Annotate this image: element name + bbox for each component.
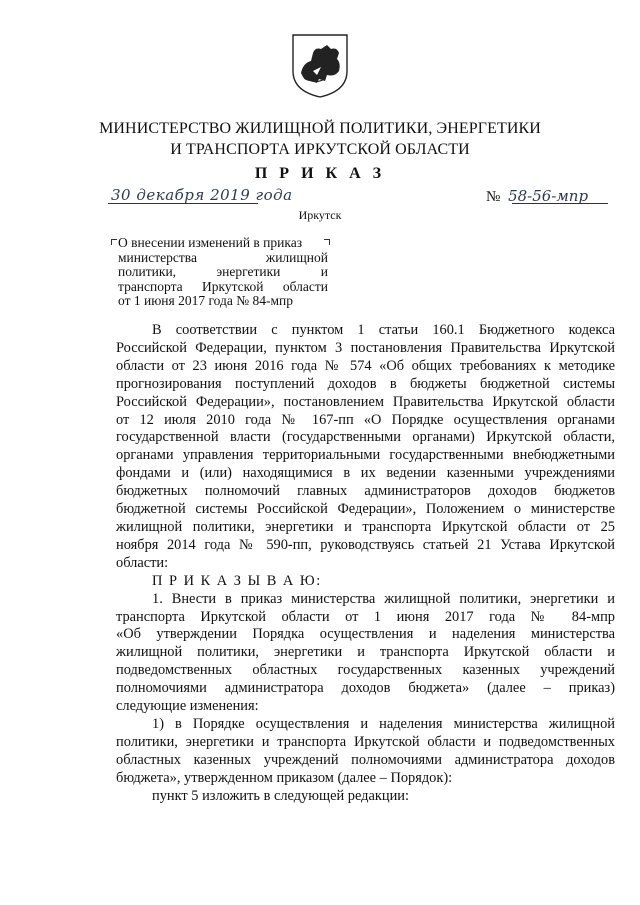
body-line: прогнозирования поступлений доходов в бюджеты бюджетной системы (116, 375, 615, 392)
body-line: жилищной политики, энергетики и транспорта Иркутской области и (116, 644, 615, 661)
body-line: следующие изменения: (116, 698, 259, 715)
body-line: государственной власти (государственными органами) Иркутской области, (116, 429, 615, 446)
subject-bracket-left (111, 239, 117, 245)
body-line: от 12 июля 2010 года № 167-пп «О Порядке осуществления органами (116, 411, 615, 428)
body-line: области: (116, 554, 169, 571)
body-line: ноября 2014 года № 590-пп, руководствуясь статьей 21 Устава Иркутской (116, 536, 615, 553)
prikazyvayu-heading: П Р И К А З Ы В А Ю: (152, 572, 322, 589)
body-line: транспорта Иркутской области от 1 июня 2017 года № 84-мпр (116, 608, 615, 625)
body-line: областных казенных учреждений полномочиями администратора доходов (116, 751, 615, 768)
handwritten-number: 58-56-мпр (508, 187, 589, 205)
document-type-title: П Р И К А З (254, 165, 386, 182)
body-line: Российской Федерации, пунктом 3 постановления Правительства Иркутской (116, 339, 615, 356)
body-line: В соответствии с пунктом 1 статьи 160.1 Бюджетного кодекса (152, 322, 615, 338)
document-body (116, 322, 615, 805)
body-line: фондами и (или) находящимися в их ведении казенными учреждениями (116, 465, 615, 482)
number-underline (512, 203, 608, 204)
body-line: «Об утверждении Порядка осуществления и наделения министерства (116, 626, 615, 643)
number-sign: № (486, 189, 501, 205)
body-line: области от 23 июня 2016 года № 574 «Об общих требованиях к методике (116, 357, 615, 374)
ministry-name-line1: МИНИСТЕРСТВО ЖИЛИЩНОЙ ПОЛИТИКИ, ЭНЕРГЕТИКИ (99, 120, 541, 137)
subject-block (118, 236, 328, 309)
body-line: полномочиями администратора доходов бюджета» (далее – приказ) (116, 680, 615, 697)
ministry-name-line2: И ТРАНСПОРТА ИРКУТСКОЙ ОБЛАСТИ (170, 141, 470, 158)
subject-line: от 1 июня 2017 года № 84-мпр (118, 293, 294, 308)
body-line: подведомственных областных государственных казенных учреждений (116, 662, 615, 679)
body-line: бюджетной системы Российской Федерации», Положением о министерстве (116, 501, 615, 518)
body-line: бюджетных полномочий главных администраторов доходов бюджетов (116, 483, 615, 500)
body-line: 1) в Порядке осуществления и наделения министерства жилищной (152, 715, 615, 732)
subject-line: министерства жилищной (118, 249, 328, 265)
subject-line: О внесении изменений в приказ (118, 235, 303, 250)
date-underline (108, 203, 258, 204)
subject-line: транспорта Иркутской области (118, 278, 328, 294)
body-line: Российской Федерации», постановлением Правительства Иркутской области (116, 393, 615, 410)
subject-line: политики, энергетики и (118, 264, 328, 279)
coat-of-arms-icon (291, 33, 349, 99)
body-line: политики, энергетики и транспорта Иркутской области и подведомственных (116, 733, 615, 750)
body-line: органами управления территориальными государственными внебюджетными (116, 447, 615, 464)
city-name: Иркутск (298, 208, 342, 222)
body-line: пункт 5 изложить в следующей редакции: (152, 787, 409, 804)
body-line: жилищной политики, энергетики и транспорта Иркутской области от 25 (116, 518, 615, 535)
handwritten-date: 30 декабря 2019 года (111, 186, 293, 204)
body-line: бюджета», утвержденном приказом (далее – Порядок): (116, 769, 453, 786)
body-line: 1. Внести в приказ министерства жилищной политики, энергетики и (152, 590, 615, 607)
